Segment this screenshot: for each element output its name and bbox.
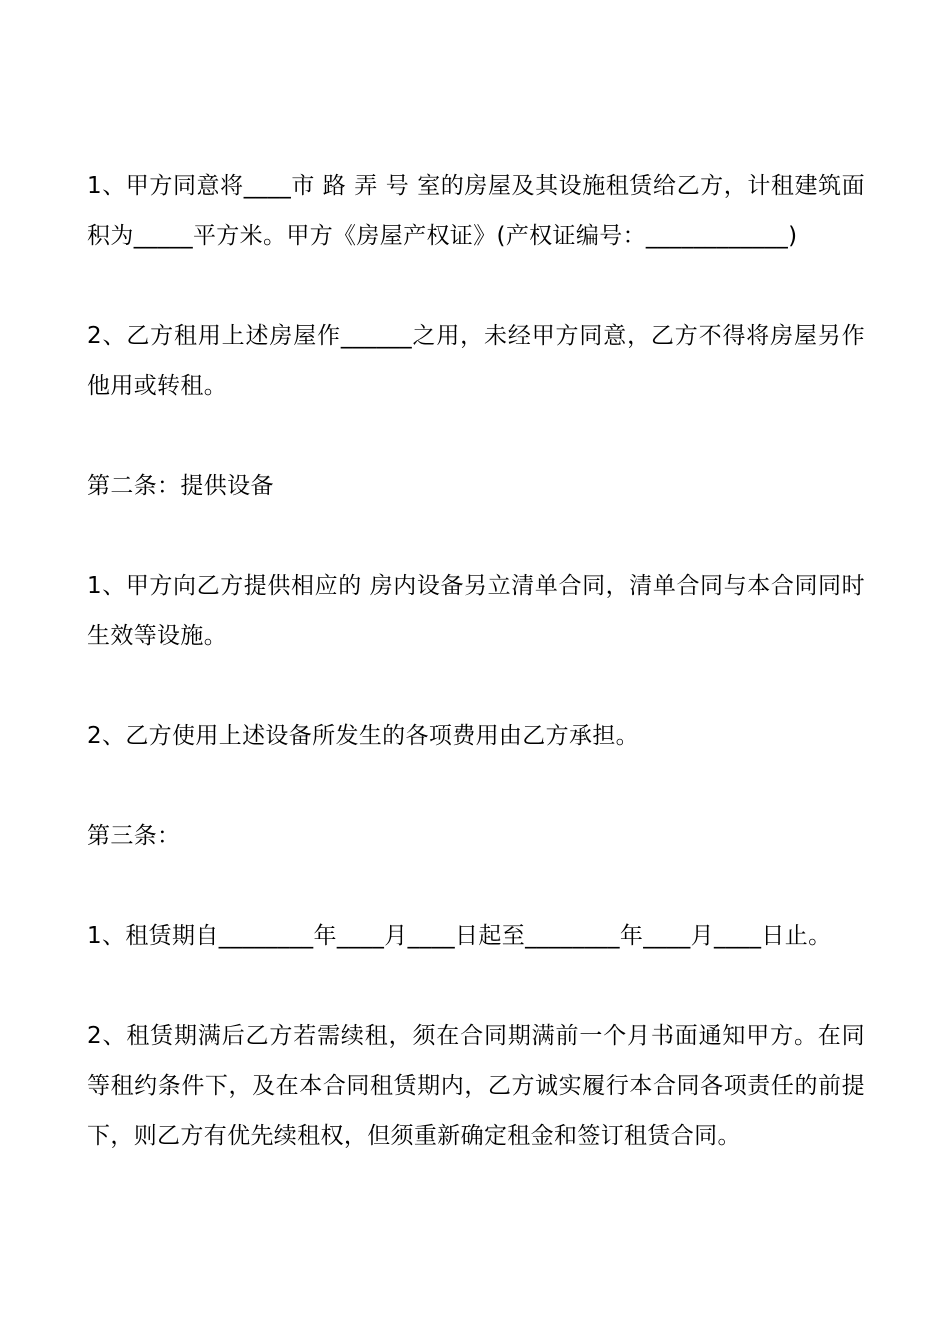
clause-2-2-fees: 2、乙方使用上述设备所发生的各项费用由乙方承担。	[87, 723, 640, 749]
article-3-heading: 第三条：	[87, 823, 181, 849]
clause-2-1-equipment: 1、甲方向乙方提供相应的 房内设备另立清单合同，清单合同与本合同同时生效等设施。	[87, 573, 865, 649]
clause-1-2-usage: 2、乙方租用上述房屋作______之用，未经甲方同意，乙方不得将房屋另作他用或转租。	[87, 323, 865, 399]
article-2-heading: 第二条：提供设备	[87, 473, 274, 499]
clause-1-1-premises: 1、甲方同意将____市 路 弄 号 室的房屋及其设施租赁给乙方，计租建筑面积为_____平方米。甲方《房屋产权证》(产权证编号：____________)	[87, 173, 865, 249]
clause-3-2-renewal: 2、租赁期满后乙方若需续租，须在合同期满前一个月书面通知甲方。在同等租约条件下，及在本合同租赁期内，乙方诚实履行本合同各项责任的前提下，则乙方有优先续租权，但须重新确定租金和签订租赁合同。	[87, 1023, 865, 1149]
clause-3-1-term: 1、租赁期自________年____月____日起至________年____月____日止。	[87, 923, 832, 949]
document-body	[87, 161, 865, 1161]
